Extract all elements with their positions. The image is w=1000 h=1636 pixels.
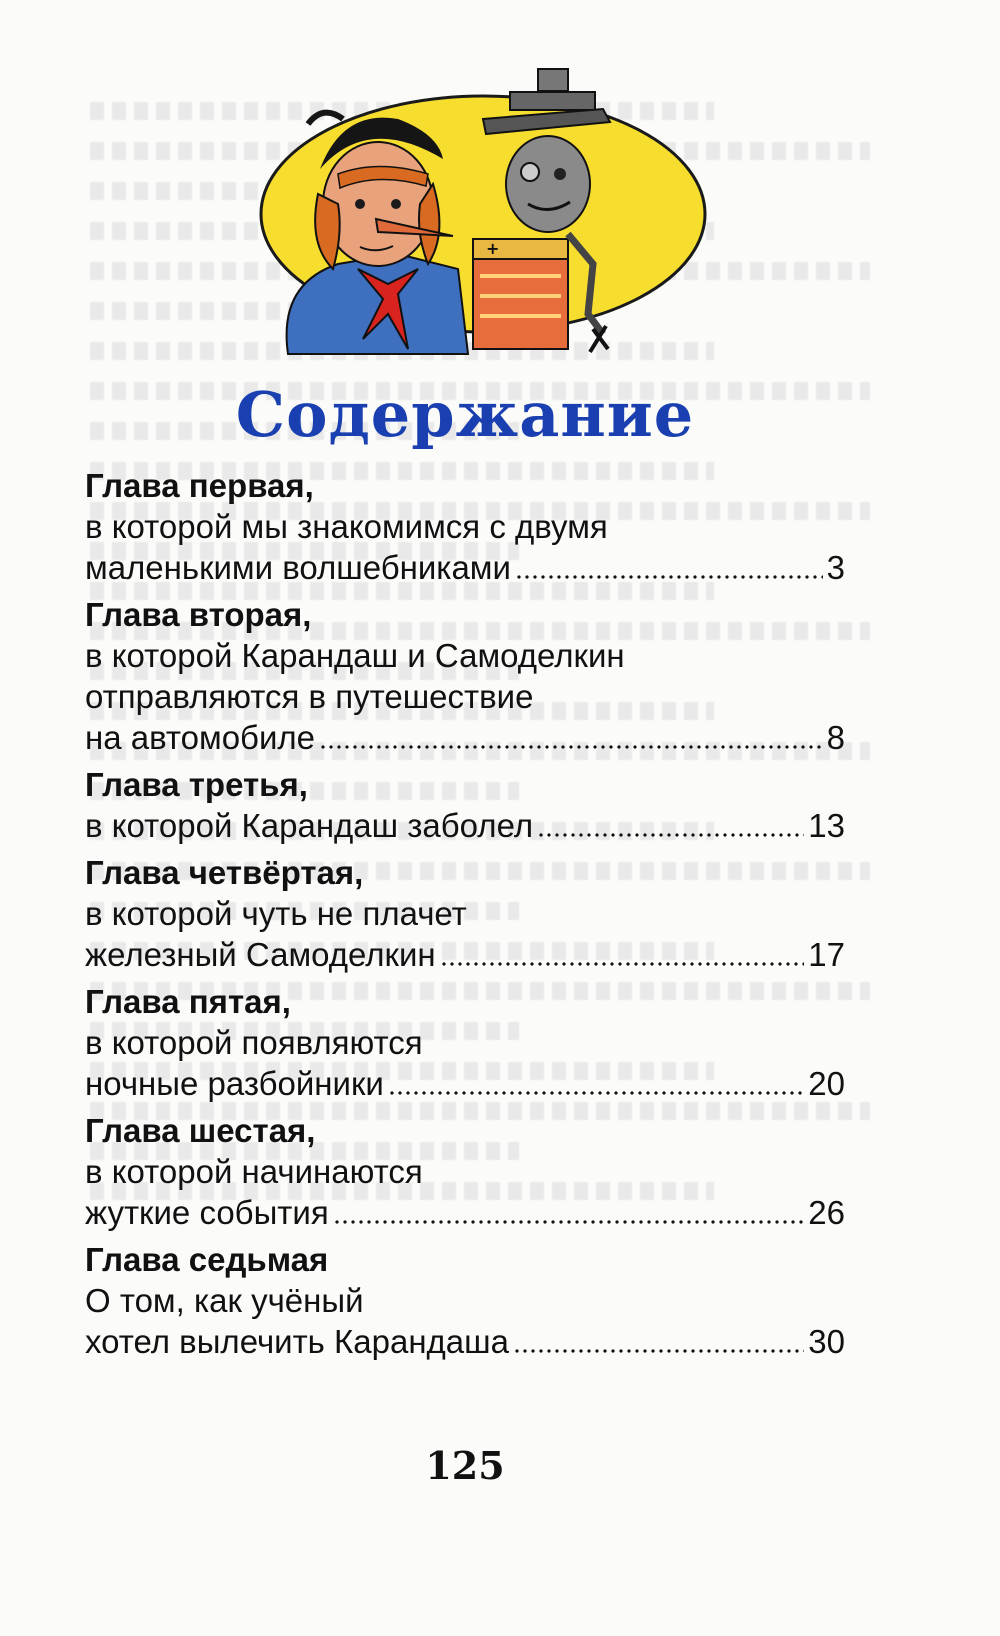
chapter-description-line: ночные разбойники [85, 1065, 384, 1102]
chapter-title: Глава пятая, [85, 983, 291, 1020]
toc-entry[interactable] [85, 1110, 845, 1233]
chapter-last-line [85, 1321, 845, 1362]
chapter-last-line [85, 1192, 845, 1233]
chapter-page-number: 8 [826, 719, 845, 756]
chapter-description-line: О том, как учёный [85, 1282, 364, 1319]
chapter-title: Глава шестая, [85, 1112, 316, 1149]
pencil-box [473, 239, 568, 349]
chapter-last-line [85, 717, 845, 758]
chapter-page-number: 30 [808, 1323, 845, 1360]
toc-entry[interactable] [85, 594, 845, 758]
chapter-description-line: хотел вылечить Карандаша [85, 1323, 509, 1360]
page-title: Содержание [235, 378, 695, 451]
chapter-description-line: в которой чуть не плачет [85, 895, 467, 932]
chapter-page-number: 26 [808, 1194, 845, 1231]
chapter-description-line: на автомобиле [85, 719, 315, 756]
chapter-last-line [85, 547, 845, 588]
dot-leader [537, 833, 804, 837]
chapter-description-line: жуткие события [85, 1194, 329, 1231]
pencil-box-plus: + [486, 239, 500, 258]
chapter-title: Глава вторая, [85, 596, 312, 633]
chapter-description-line: отправляются в путешествие [85, 678, 534, 715]
dot-leader [515, 575, 823, 579]
dot-leader [333, 1220, 805, 1224]
dot-leader [440, 962, 805, 966]
dot-leader [388, 1091, 804, 1095]
chapter-page-number: 3 [826, 549, 845, 586]
chapter-description-line: в которой Карандаш и Самоделкин [85, 637, 625, 674]
dot-leader [319, 745, 823, 749]
chapter-description-line: в которой начинаются [85, 1153, 423, 1190]
chapter-description-line: железный Самоделкин [85, 936, 436, 973]
toc-entry[interactable] [85, 852, 845, 975]
page-number: 125 [425, 1443, 505, 1488]
toc-entry[interactable] [85, 764, 845, 846]
chapter-title: Глава четвёртая, [85, 854, 364, 891]
chapter-description-line: в которой Карандаш заболел [85, 807, 534, 844]
characters-illustration [248, 64, 718, 364]
chapter-page-number: 17 [808, 936, 845, 973]
chapter-description-line: маленькими волшебниками [85, 549, 511, 586]
toc-entry[interactable] [85, 981, 845, 1104]
chapter-description-line: в которой появляются [85, 1024, 423, 1061]
table-of-contents [85, 465, 845, 1368]
chapter-title: Глава седьмая [85, 1241, 329, 1278]
chapter-last-line [85, 1063, 845, 1104]
dot-leader [513, 1349, 804, 1353]
chapter-title: Глава третья, [85, 766, 308, 803]
chapter-last-line [85, 934, 845, 975]
chapter-page-number: 13 [808, 807, 845, 844]
chapter-page-number: 20 [808, 1065, 845, 1102]
chapter-last-line [85, 805, 845, 846]
chapter-title: Глава первая, [85, 467, 314, 504]
toc-entry[interactable] [85, 1239, 845, 1362]
chapter-description-line: в которой мы знакомимся с двумя [85, 508, 608, 545]
toc-entry[interactable] [85, 465, 845, 588]
